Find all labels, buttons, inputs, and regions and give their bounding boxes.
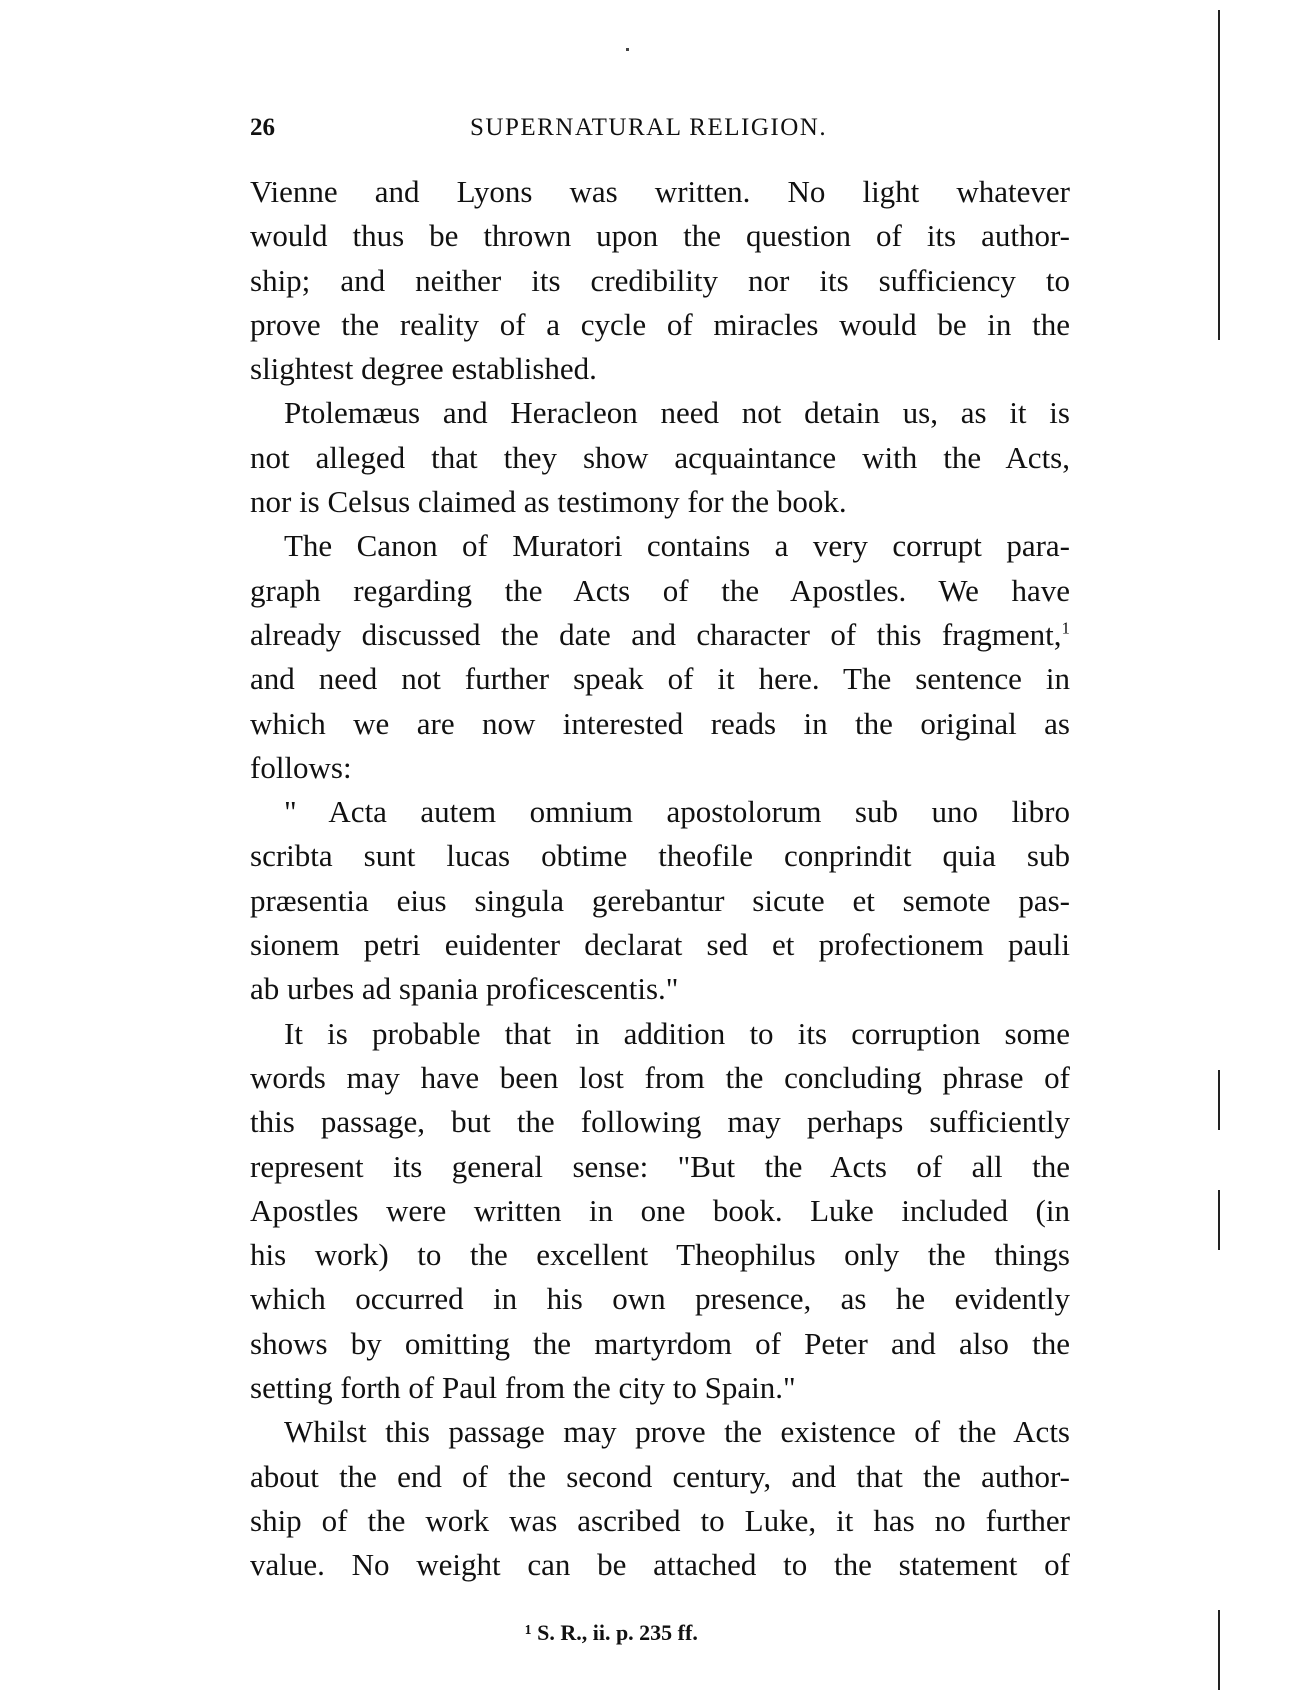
text-line-content: setting forth of Paul from the city to Spain." xyxy=(250,1370,796,1406)
text-line xyxy=(250,259,1070,303)
text-line xyxy=(250,170,1070,214)
page-number: 26 xyxy=(250,114,275,141)
text-line xyxy=(250,1543,1070,1587)
text-line xyxy=(250,613,1070,657)
text-line xyxy=(250,1455,1070,1499)
text-line-content: sionem petri euidenter declarat sed et profectionem pauli xyxy=(250,927,1070,963)
text-line xyxy=(250,702,1070,746)
text-line-content: slightest degree established. xyxy=(250,351,597,387)
text-line-content: Apostles were written in one book. Luke included (in xyxy=(250,1192,1070,1228)
text-line-content: scribta sunt lucas obtime theofile conprindit quia sub xyxy=(250,838,1070,874)
text-line-content: and need not further speak of it here. The sentence in xyxy=(250,661,1070,697)
text-line-content: already discussed the date and character of this fragment, xyxy=(250,616,1062,652)
footnote: ¹ S. R., ii. p. 235 ff. xyxy=(525,1620,698,1645)
text-line xyxy=(250,790,1070,834)
text-line xyxy=(250,1499,1070,1543)
text-line-content: which occurred in his own presence, as he evidently xyxy=(250,1281,1070,1317)
text-line xyxy=(250,657,1070,701)
text-line-content: ship; and neither its credibility nor its sufficiency to xyxy=(250,262,1070,298)
text-line xyxy=(250,303,1070,347)
text-line xyxy=(250,347,1070,391)
text-line-content: not alleged that they show acquaintance with the Acts, xyxy=(250,439,1070,475)
text-line xyxy=(250,1366,1070,1410)
text-line xyxy=(250,524,1070,568)
text-line-content: Vienne and Lyons was written. No light whatever xyxy=(250,174,1070,209)
text-line-content: about the end of the second century, and that the author- xyxy=(250,1458,1070,1494)
text-line-content: nor is Celsus claimed as testimony for the book. xyxy=(250,484,847,520)
scan-margin-rule-bottom xyxy=(1218,1610,1220,1690)
text-line-content: ship of the work was ascribed to Luke, it has no further xyxy=(250,1502,1070,1538)
scan-margin-rule-mid xyxy=(1218,1070,1220,1130)
text-line xyxy=(250,1277,1070,1321)
text-line-content: Ptolemæus and Heracleon need not detain us, as it is xyxy=(284,395,1070,431)
scan-margin-rule-low xyxy=(1218,1190,1220,1250)
text-line-content: The Canon of Muratori contains a very corrupt para- xyxy=(284,528,1070,564)
text-line-content: " Acta autem omnium apostolorum sub uno libro xyxy=(284,794,1070,830)
page-header xyxy=(250,114,1070,154)
text-line xyxy=(250,834,1070,878)
text-line xyxy=(250,1410,1070,1454)
text-line-content: value. No weight can be attached to the statement of xyxy=(250,1547,1070,1583)
running-title: SUPERNATURAL RELIGION. xyxy=(470,114,828,141)
text-line xyxy=(250,214,1070,258)
text-line-content: Whilst this passage may prove the existence of the Acts xyxy=(284,1414,1070,1450)
text-line-content: follows: xyxy=(250,749,352,785)
text-line-content: graph regarding the Acts of the Apostles. We have xyxy=(250,572,1070,608)
text-line-content: It is probable that in addition to its corruption some xyxy=(284,1015,1070,1051)
text-line xyxy=(250,879,1070,923)
text-line xyxy=(250,480,1070,524)
text-line-content: would thus be thrown upon the question of its author- xyxy=(250,218,1070,254)
text-line-content: which we are now interested reads in the original as xyxy=(250,705,1070,741)
text-line xyxy=(250,391,1070,435)
body-text xyxy=(250,170,1070,1588)
text-line xyxy=(250,746,1070,790)
text-line xyxy=(250,436,1070,480)
text-line xyxy=(250,1056,1070,1100)
text-line xyxy=(250,923,1070,967)
text-line xyxy=(250,569,1070,613)
text-line-content: ab urbes ad spania proficescentis." xyxy=(250,971,679,1007)
text-line-content: this passage, but the following may perhaps sufficiently xyxy=(250,1104,1070,1140)
scan-margin-rule-top xyxy=(1218,10,1220,340)
scan-speck xyxy=(626,48,629,51)
text-line-content: shows by omitting the martyrdom of Peter and also the xyxy=(250,1325,1070,1361)
text-line xyxy=(250,1189,1070,1233)
text-line xyxy=(250,967,1070,1011)
footnote-marker: 1 xyxy=(1061,618,1070,638)
text-line-content: words may have been lost from the concluding phrase of xyxy=(250,1059,1070,1095)
text-line xyxy=(250,1145,1070,1189)
text-line xyxy=(250,1012,1070,1056)
text-line-content: præsentia eius singula gerebantur sicute et semote pas- xyxy=(250,882,1070,918)
text-line-content: represent its general sense: "But the Acts of all the xyxy=(250,1148,1070,1184)
text-line-content: prove the reality of a cycle of miracles would be in the xyxy=(250,306,1070,342)
text-line-content: his work) to the excellent Theophilus only the things xyxy=(250,1237,1070,1273)
text-line xyxy=(250,1322,1070,1366)
text-line xyxy=(250,1100,1070,1144)
text-line xyxy=(250,1233,1070,1277)
